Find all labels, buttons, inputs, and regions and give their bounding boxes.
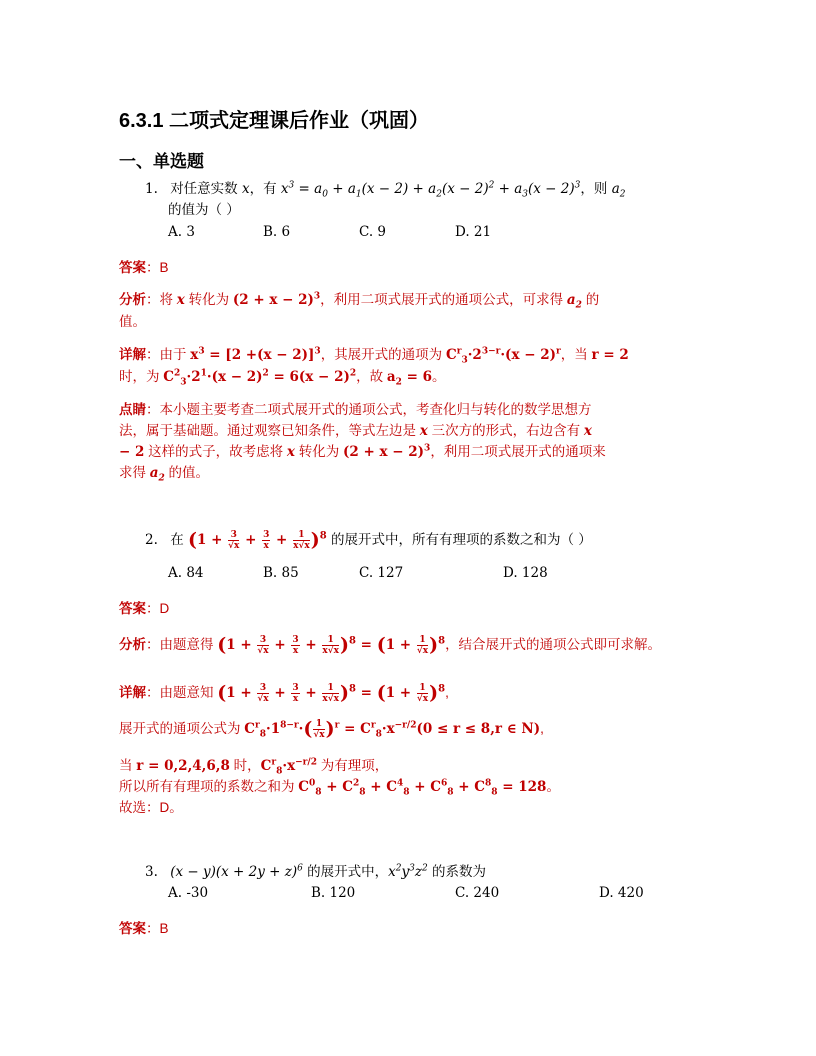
answer-1: 答案：B bbox=[119, 260, 169, 275]
page-title: 6.3.1 二项式定理课后作业（巩固） bbox=[119, 110, 430, 132]
detail-2-line2: 展开式的通项公式为 $C^r_8\cdot 1^{8-r}\cdot$( $\frac{1}{√x}$ )$^r = C^r_8\cdot x^{-r/2}(0 \le r \le 8,r$ ∈ N), bbox=[119, 718, 544, 740]
comment-1: 点睛：本小题主要考查二项式展开式的通项公式，考查化归与转化的数学思想方 bbox=[119, 402, 592, 417]
detail-2: 详解：由题意知 (1 + $\frac{3}{√x}$ + $\frac{3}{x}$ + $\frac{1}{x√x}$ )$^8$ = (1 + $\frac{1}{√x}$ )$^8$, bbox=[119, 682, 449, 704]
question-2: 2. 在 (1 + $\frac{3}{√x}$ + $\frac{3}{x}$ + $\frac{1}{x√x}$ )$^8$ 的展开式中，所有有理项的系数之和为（ ） bbox=[145, 529, 592, 551]
option-c: C. 127 bbox=[359, 565, 404, 581]
comment-1-line4: 求得 $a_2$ 的值。 bbox=[119, 465, 210, 484]
comment-1-line2: 法，属于基础题。通过观察已知条件，等式左边是 x 三次方的形式，右边含有 x bbox=[119, 423, 592, 439]
answer-value: B bbox=[159, 260, 169, 275]
question-number: 3. bbox=[145, 864, 158, 880]
section-heading: 一、单选题 bbox=[119, 152, 204, 171]
question-1-line2: 的值为（ ） bbox=[168, 202, 240, 218]
option-a: A. -30 bbox=[168, 885, 209, 901]
answer-3: 答案：B bbox=[119, 921, 169, 936]
question-number: 1. bbox=[145, 181, 158, 197]
question-text: 对任意实数 bbox=[170, 181, 242, 197]
detail-1-line2: 时，为 $C^2_3\cdot 2^1\cdot(x - 2)^2 = 6(x - 2)^2$，故 $a_2 = 6$。 bbox=[119, 368, 446, 388]
option-b: B. 120 bbox=[311, 885, 356, 901]
question-3: 3. $(x - y)(x + 2y + z)^6$ 的展开式中，$x^2y^3z^2$ 的系数为 bbox=[145, 863, 487, 880]
answer-2: 答案：D bbox=[119, 601, 170, 616]
detail-1: 详解：由于 $x^3 = [2 +(x - 2)]^3$，其展开式的通项为 $C^r_3\cdot 2^{3-r}\cdot(x - 2)^r$，当 r = 2 bbox=[119, 346, 629, 366]
option-d: D. 21 bbox=[455, 224, 492, 240]
option-d: D. 128 bbox=[503, 565, 548, 581]
option-a: A. 3 bbox=[168, 224, 195, 240]
question-number: 2. bbox=[145, 532, 158, 548]
option-b: B. 85 bbox=[263, 565, 299, 581]
detail-2-line3: 当 r = 0,2,4,6,8 时，$C^r_8\cdot x^{-r/2}$ 为有理项， bbox=[119, 757, 389, 777]
analysis-2: 分析：由题意得 (1 + $\frac{3}{√x}$ + $\frac{3}{x}$ + $\frac{1}{x√x}$ )$^8$ = (1 + $\frac{1}{√x}$ )$^8$，结合展开式的通项公式即可求解。 bbox=[119, 634, 662, 656]
answer-value: B bbox=[159, 921, 169, 936]
analysis-1: 分析：将 x 转化为 $(2 + x - 2)^3$，利用二项式展开式的通项公式，可求得 $a_2$ 的 bbox=[119, 291, 600, 311]
detail-2-line5: 故选：D。 bbox=[119, 800, 183, 815]
option-a: A. 84 bbox=[168, 565, 204, 581]
analysis-1-line2: 值。 bbox=[119, 314, 146, 329]
option-c: C. 240 bbox=[455, 885, 500, 901]
option-d: D. 420 bbox=[599, 885, 644, 901]
option-c: C. 9 bbox=[359, 224, 387, 240]
question-1: 1. 对任意实数 x，有 $x^3 = a_0 + a_1(x - 2) + a_2(x - 2)^2 + a_3(x - 2)^3$，则 $a_2$ bbox=[145, 180, 626, 200]
option-b: B. 6 bbox=[263, 224, 291, 240]
comment-1-line3: − 2 这样的式子，故考虑将 x 转化为 $(2 + x - 2)^3$，利用二项式展开式的通项来 bbox=[119, 443, 606, 460]
answer-value: D bbox=[159, 601, 170, 616]
detail-2-line4: 所以所有有理项的系数之和为 $C^0_8 + C^2_8 + C^4_8 + C^6_8 + C^8_8 = 128$。 bbox=[119, 778, 560, 798]
